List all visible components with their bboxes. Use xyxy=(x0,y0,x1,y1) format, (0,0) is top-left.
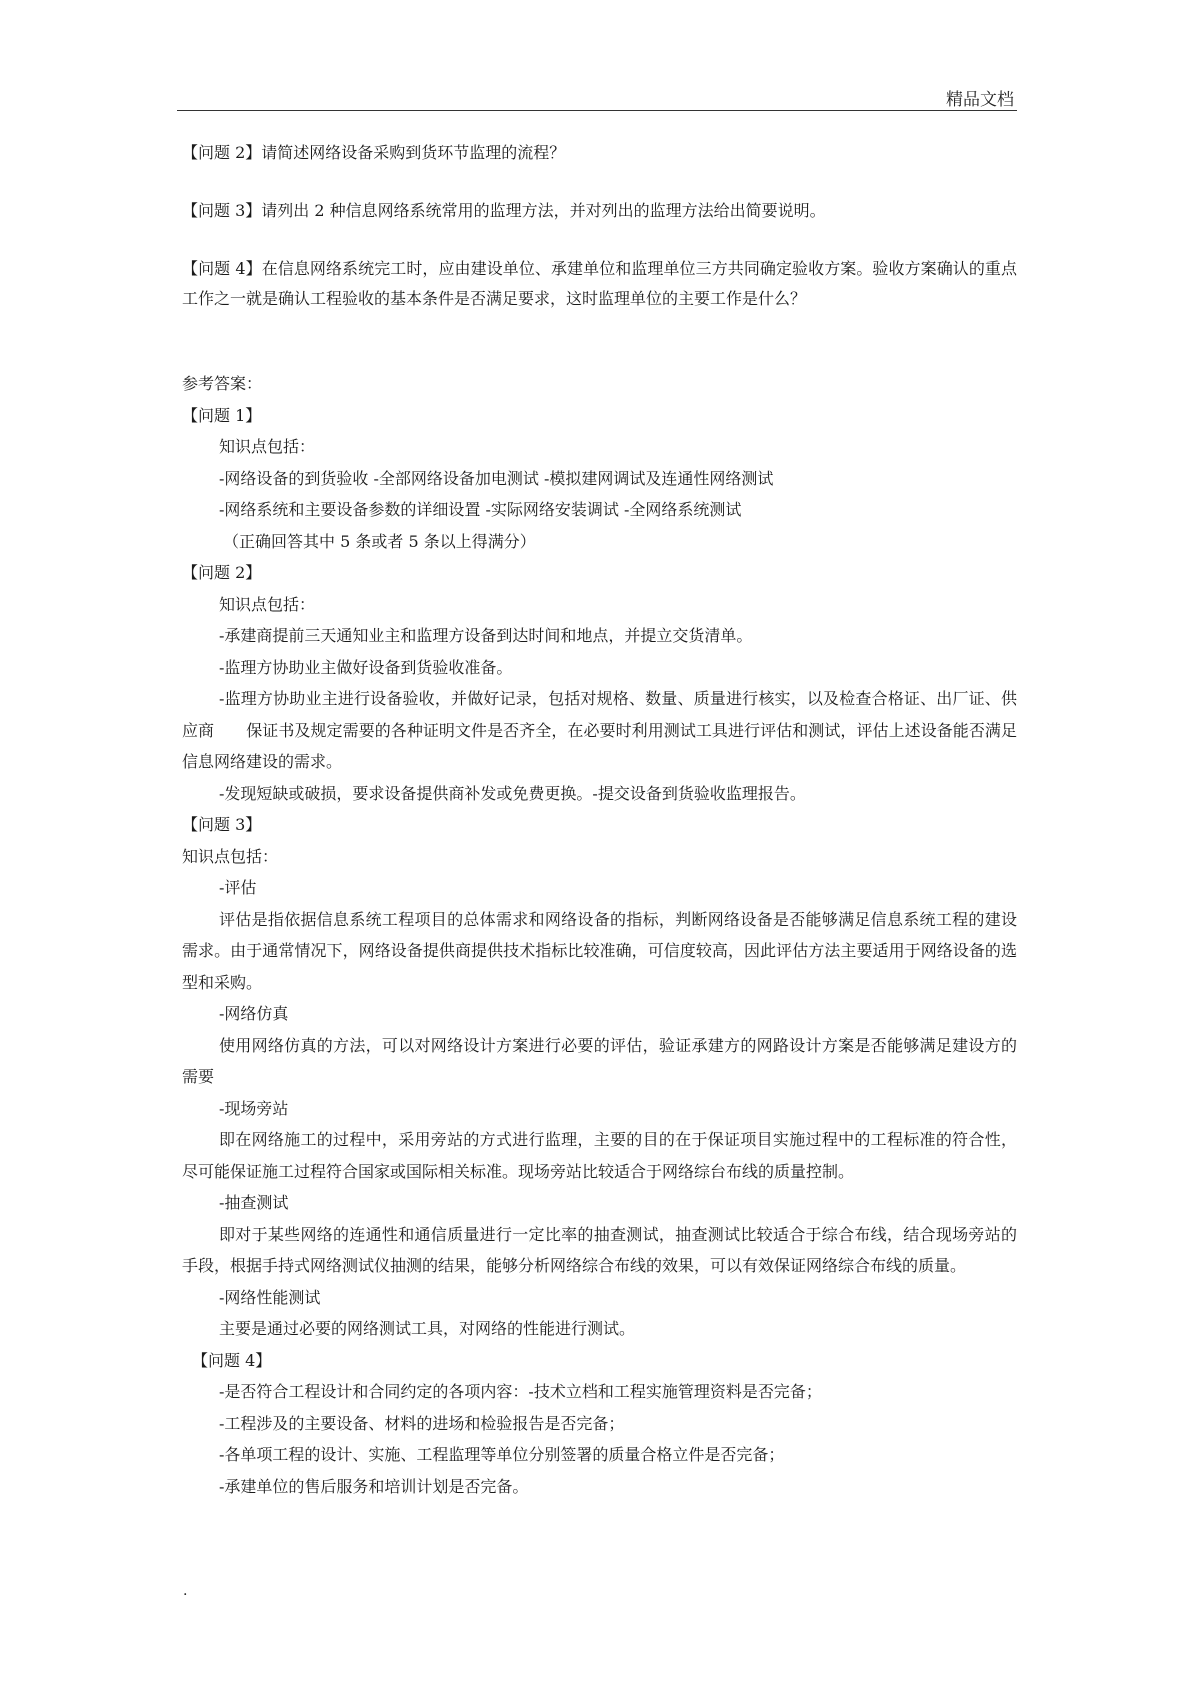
method-simulation-body: 使用网络仿真的方法，可以对网络设计方案进行必要的评估，验证承建方的网路设计方案是否能够满足建设方的需要 xyxy=(182,1035,1017,1086)
method-evaluation-body: 评估是指依据信息系统工程项目的总体需求和网络设备的指标，判断网络设备是否能够满足信息系统工程的建设需求。由于通常情况下，网络设备提供商提供技术指标比较准确，可信度较高，因此评估方法主要适用于网络设备的选型和采购。 xyxy=(182,909,1017,992)
answer-4-line-3: -各单项工程的设计、实施、工程监理等单位分别签署的质量合格立件是否完备； xyxy=(219,1445,785,1464)
method-spot-test-body: 即对于某些网络的连通性和通信质量进行一定比率的抽查测试，抽查测试比较适合于综合布线，结合现场旁站的手段，根据手持式网络测试仪抽测的结果，能够分析网络综合布线的效果，可以有效保证网络综合布线的质量。 xyxy=(182,1224,1017,1275)
method-spot-test-title: -抽查测试 xyxy=(219,1193,289,1212)
answer-4-heading: 【问题 4】 xyxy=(192,1350,272,1370)
header-title: 精品文档 xyxy=(946,90,1014,110)
answer-4-line-4: -承建单位的售后服务和培训计划是否完备。 xyxy=(219,1476,529,1496)
question-2: 【问题 2】请简述网络设备采购到货环节监理的流程？ xyxy=(182,143,566,162)
answer-1-heading: 【问题 1】 xyxy=(182,405,262,425)
method-simulation-title: -网络仿真 xyxy=(219,1004,289,1023)
answer-1-line-1: -网络设备的到货验收 -全部网络设备加电测试 -模拟建网调试及连通性网络测试 xyxy=(219,468,774,488)
answer-3-heading: 【问题 3】 xyxy=(182,815,262,834)
answer-3-intro: 知识点包括： xyxy=(182,846,279,866)
answer-4-line-1: -是否符合工程设计和合同约定的各项内容：-技术立档和工程实施管理资料是否完备； xyxy=(219,1382,822,1401)
answer-2-point-3: -监理方协助业主进行设备验收，并做好记录，包括对规格、数量、质量进行核实，以及检查合格证、出厂证、供应商 保证书及规定需要的各种证明文件是否齐全，在必要时利用测试工具进行评估和测试，评估上述设备能否满足信息网络建设的需求。 xyxy=(182,689,1017,771)
answer-1-line-2: -网络系统和主要设备参数的详细设置 -实际网络安装调试 -全网络系统测试 xyxy=(219,500,742,519)
reference-answers xyxy=(182,368,1017,1502)
method-performance-body: 主要是通过必要的网络测试工具，对网络的性能进行测试。 xyxy=(219,1319,636,1338)
question-4: 【问题 4】在信息网络系统完工时，应由建设单位、承建单位和监理单位三方共同确定验收方案。验收方案确认的重点工作之一就是确认工程验收的基本条件是否满足要求，这时监理单位的主要工作是什么？ xyxy=(182,259,1017,308)
answer-1-note: （正确回答其中 5 条或者 5 条以上得满分） xyxy=(223,531,536,551)
answer-2-heading: 【问题 2】 xyxy=(182,563,262,582)
answer-2-point-2: -监理方协助业主做好设备到货验收准备。 xyxy=(219,657,513,677)
method-evaluation-title: -评估 xyxy=(219,878,257,897)
answer-2-point-1: -承建商提前三天通知业主和监理方设备到达时间和地点，并提立交货清单。 xyxy=(219,626,753,645)
header-divider xyxy=(177,110,1017,111)
method-onsite-title: -现场旁站 xyxy=(219,1098,289,1118)
answer-1-intro: 知识点包括： xyxy=(219,437,316,456)
footer-mark: . xyxy=(183,1583,188,1599)
answer-2-point-4: -发现短缺或破损，要求设备提供商补发或免费更换。-提交设备到货验收监理报告。 xyxy=(219,783,806,803)
method-performance-title: -网络性能测试 xyxy=(219,1287,321,1307)
method-onsite-body: 即在网络施工的过程中，采用旁站的方式进行监理，主要的目的在于保证项目实施过程中的工程标准的符合性，尽可能保证施工过程符合国家或国际相关标准。现场旁站比较适合于网络综台布线的质量控制。 xyxy=(182,1130,1017,1181)
answer-2-intro: 知识点包括： xyxy=(219,594,316,614)
answers-label: 参考答案： xyxy=(182,374,263,393)
answer-4-line-2: -工程涉及的主要设备、材料的进场和检验报告是否完备； xyxy=(219,1413,625,1433)
question-3: 【问题 3】请列出 2 种信息网络系统常用的监理方法，并对列出的监理方法给出简要说明。 xyxy=(182,201,826,220)
